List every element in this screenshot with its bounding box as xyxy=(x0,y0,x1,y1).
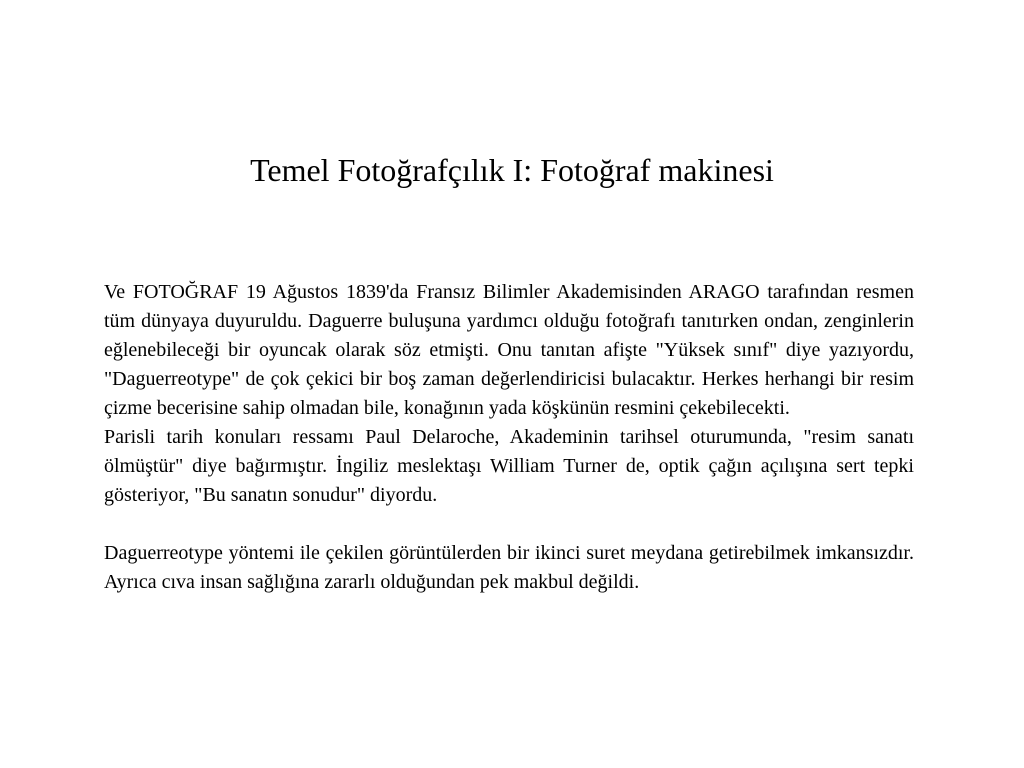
slide-title: Temel Fotoğrafçılık I: Fotoğraf makinesi xyxy=(250,152,774,188)
paragraph-1: Ve FOTOĞRAF 19 Ağustos 1839'da Fransız Bilimler Akademisinden ARAGO tarafından resmen tüm dünyaya duyuruldu. Daguerre buluşuna yardımcı olduğu fotoğrafı tanıtırken ondan, zenginlerin eğlenebileceği bir oyuncak olarak söz etmişti. Onu tanıtan afişte "Yüksek sınıf" diye yazıyordu, "Daguerreotype" de çok çekici bir boş zaman değerlendiricisi bulacaktır. Herkes herhangi bir resim çizme becerisine sahip olmadan bile, konağının yada köşkünün resmini çekebilecekti. xyxy=(104,281,914,419)
paragraph-2: Parisli tarih konuları ressamı Paul Delaroche, Akademinin tarihsel oturumunda, "resim sanatı ölmüştür" diye bağırmıştır. İngiliz meslektaşı William Turner de, optik çağın açılışına sert tepki gösteriyor, "Bu sanatın sonudur" diyordu. xyxy=(104,426,914,506)
slide-body xyxy=(104,278,914,597)
paragraph-3: Daguerreotype yöntemi ile çekilen görüntülerden bir ikinci suret meydana getirebilmek imkansızdır. Ayrıca cıva insan sağlığına zararlı olduğundan pek makbul değildi. xyxy=(104,542,914,593)
